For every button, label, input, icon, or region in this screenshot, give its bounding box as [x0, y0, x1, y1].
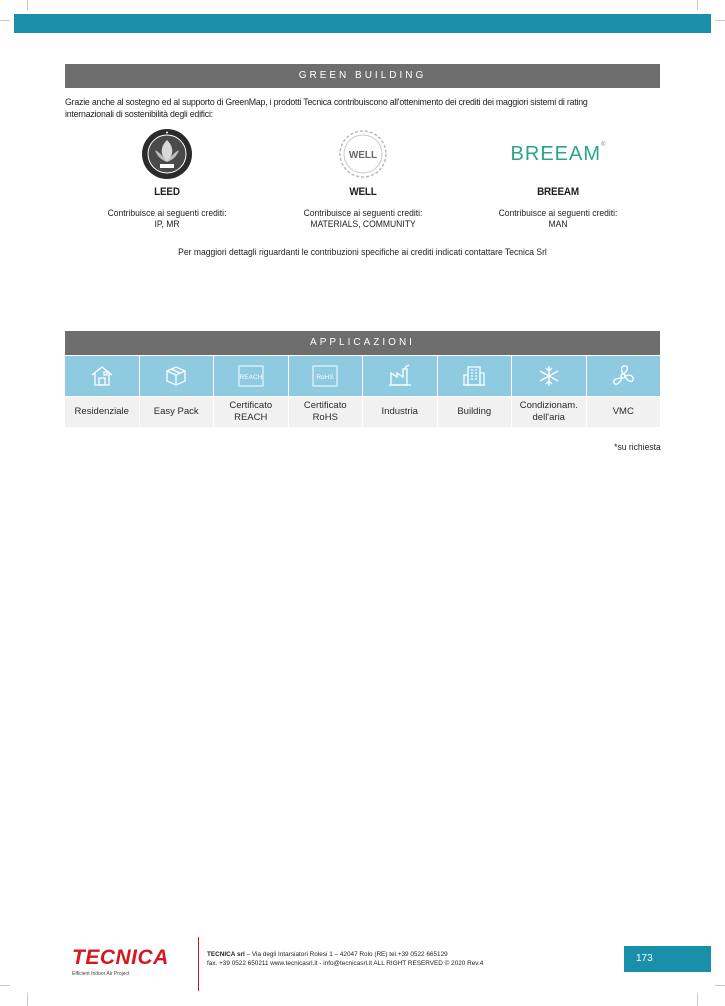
rohs-icon: [311, 363, 339, 389]
app-label: VMC: [612, 406, 634, 417]
tecnica-logo[interactable]: [72, 946, 172, 977]
reach-icon-text: REACH: [239, 374, 263, 381]
crop-mark: [0, 985, 10, 986]
cert-name: BREEAM: [537, 186, 579, 198]
brand-name: TECNICA: [72, 946, 169, 969]
well-logo-text: WELL: [348, 150, 378, 161]
app-label: Easy Pack: [153, 406, 199, 417]
app-label-cell: [140, 397, 215, 427]
green-building-details: Per maggiori dettagli riguardanti le contribuzioni specifiche ai crediti indicati contattare Tecnica Srl: [178, 247, 547, 258]
leed-logo: [87, 128, 247, 180]
house-icon: [89, 363, 115, 389]
crop-mark: [697, 0, 698, 10]
app-label: Residenziale: [74, 406, 129, 417]
footer-contact: [207, 951, 483, 968]
app-cell-residenziale: [65, 356, 140, 396]
crop-mark: [27, 993, 28, 1006]
company-contacts: fax. +39 0522 650211 www.tecnicasrl.it - info@tecnicasrl.it ALL RIGHT RESERVED © 2020 Rev.4: [207, 959, 484, 967]
app-label: Certificato RoHS: [303, 400, 347, 423]
app-cell-easy-pack: [140, 356, 215, 396]
crop-mark: [27, 0, 28, 10]
footer-divider: [198, 937, 199, 991]
app-cell-building: [438, 356, 513, 396]
applications-icon-row: [65, 356, 660, 396]
building-icon: [461, 363, 487, 389]
factory-icon: [387, 363, 413, 389]
app-label: Certificato REACH: [229, 400, 273, 423]
app-cell-industria: [363, 356, 438, 396]
leed-cert: [87, 128, 247, 230]
brand-tagline: Efficient Indoor Air Project: [72, 971, 130, 977]
snowflake-icon: [536, 363, 562, 389]
cert-name: WELL: [349, 186, 377, 198]
top-color-band: [14, 14, 711, 33]
cert-credits: MATERIALS, COMMUNITY: [310, 219, 416, 230]
page-number: 173: [624, 946, 711, 972]
breeam-logo-text: BREEAM: [510, 142, 602, 165]
cert-credits: IP, MR: [154, 219, 180, 230]
applicazioni-header: APPLICAZIONI: [65, 331, 660, 355]
well-logo: [283, 128, 443, 180]
app-cell-reach: [214, 356, 289, 396]
green-building-header: GREEN BUILDING: [65, 64, 660, 88]
app-label-cell: [65, 397, 140, 427]
company-address: – Via degli Intarsiatori Rolesi 1 – 42047 Rolo (RE) tel.+39 0522 665129: [244, 951, 448, 958]
crop-mark: [715, 20, 725, 21]
cert-name: LEED: [154, 186, 180, 198]
cert-credits-label: Contribuisce ai seguenti crediti:: [498, 208, 618, 219]
crop-mark: [0, 20, 10, 21]
app-cell-rohs: [289, 356, 364, 396]
box-icon: [163, 363, 189, 389]
on-request-note: *su richiesta: [614, 442, 661, 453]
app-label: Building: [457, 406, 492, 417]
app-label-cell: [363, 397, 438, 427]
app-label-cell: [214, 397, 289, 427]
cert-credits-label: Contribuisce ai seguenti crediti:: [303, 208, 423, 219]
app-label: Condizionam. dell'aria: [519, 400, 578, 423]
app-label-cell: [587, 397, 661, 427]
app-cell-vmc: [587, 356, 661, 396]
fan-icon: [610, 363, 636, 389]
app-label-cell: [438, 397, 513, 427]
app-label-cell: [289, 397, 364, 427]
crop-mark: [715, 985, 725, 986]
breeam-logo: BREEAM ®: [510, 142, 606, 165]
crop-mark: [697, 993, 698, 1006]
app-label: Industria: [381, 406, 418, 417]
well-cert: [283, 128, 443, 230]
applications-label-row: [65, 397, 660, 427]
cert-credits-label: Contribuisce ai seguenti crediti:: [107, 208, 227, 219]
app-label-cell: [512, 397, 587, 427]
reach-icon: [237, 363, 265, 389]
breeam-cert: [478, 128, 638, 230]
rohs-icon-text: RoHS: [316, 374, 334, 381]
green-building-intro: Grazie anche al sostegno ed al supporto di GreenMap, i prodotti Tecnica contribuiscono all'ottenimento dei crediti dei maggiori sistemi di rating internazionali di sostenibilità degli edifici:: [65, 97, 588, 120]
company-name: TECNICA srl: [207, 951, 245, 958]
app-cell-condizionamento: [512, 356, 587, 396]
cert-credits: MAN: [548, 219, 568, 230]
